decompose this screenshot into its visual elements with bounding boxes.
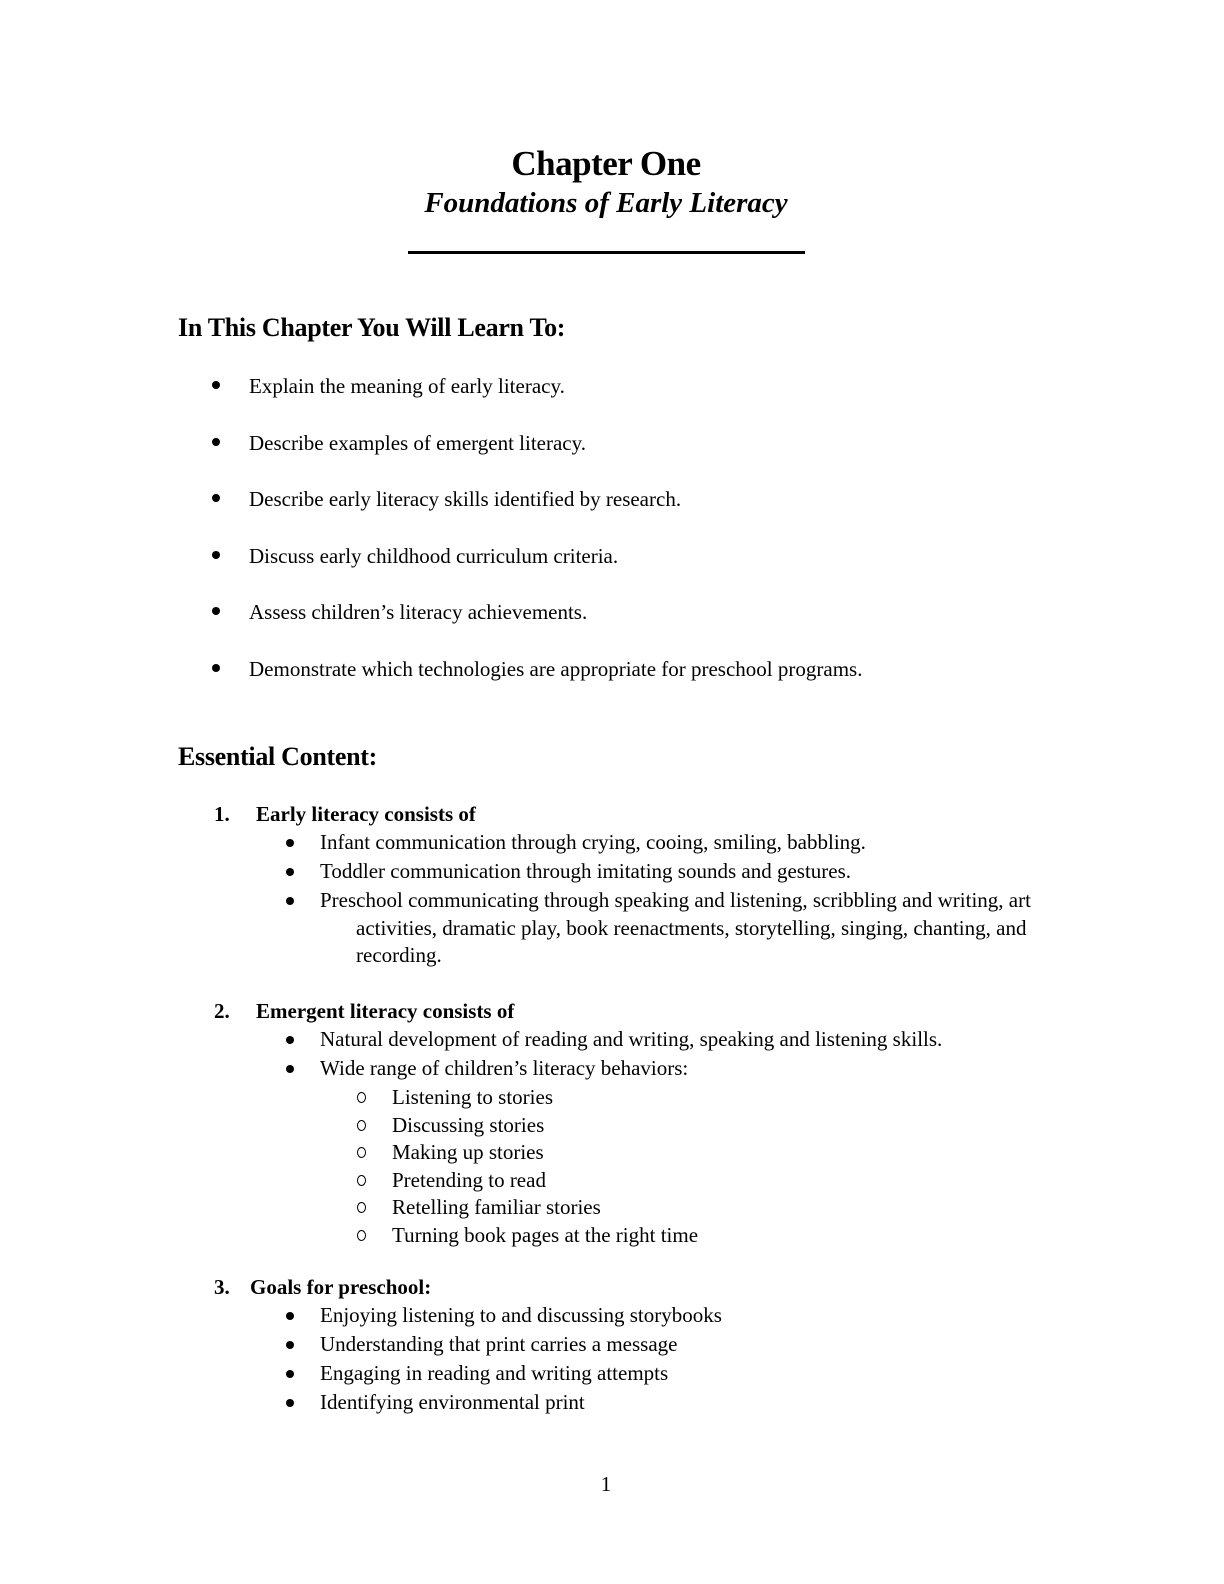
essential-content-heading: Essential Content: [178,742,377,771]
section-heading [0,996,1224,1026]
objective-text: Assess children’s literacy achievements. [249,600,588,624]
hollow-bullet-icon [357,1175,366,1186]
section-number: 2. [214,999,230,1023]
list-item-text: Preschool communicating through speaking and listening, scribbling and writing, art activities, dramatic play, book reenactments, storytelling, singing, chanting, and recording. [320,888,1031,967]
sub-list-item-text: Turning book pages at the right time [392,1222,699,1247]
objective-text: Describe examples of emergent literacy. [249,430,587,455]
hollow-bullet-icon [357,1202,366,1213]
list-item [0,1055,1224,1084]
list-item-text: Infant communication through crying, cooing, smiling, babbling. [320,830,866,854]
bullet-icon [212,381,220,389]
objective-item [0,597,1224,654]
objective-text: Describe early literacy skills identified by research. [249,487,682,511]
list-item-text: Wide range of children’s literacy behaviors: [320,1056,689,1080]
sub-list-item-text: Listening to stories [392,1085,553,1109]
hollow-bullet-icon [357,1092,366,1103]
sub-list-item-text: Retelling familiar stories [392,1195,601,1219]
section-heading [0,1272,1224,1302]
sub-list-item [0,1112,1224,1140]
list-item-text: Identifying environmental print [320,1390,585,1414]
bullet-icon [212,438,220,446]
learning-objectives-heading: In This Chapter You Will Learn To: [178,313,566,342]
bullet-icon [286,897,294,905]
section-title: Early literacy consists of [256,802,476,826]
section-number: 1. [214,802,230,826]
hollow-bullet-icon [357,1120,366,1131]
bullet-icon [286,1341,294,1349]
chapter-subtitle: Foundations of Early Literacy [424,187,788,219]
list-item [0,887,1224,970]
sub-list-item-text: Pretending to read [392,1167,546,1192]
list-item [0,1026,1224,1055]
sub-list-item-text: Making up stories [392,1140,544,1164]
hollow-bullet-icon [357,1230,366,1241]
sub-list-item [0,1139,1224,1167]
objective-item [0,484,1224,541]
sub-list-item-text: Discussing stories [392,1112,545,1137]
section-heading [0,799,1224,829]
sub-list-item [0,1222,1224,1250]
bullet-icon [286,868,294,876]
list-item-text: Engaging in reading and writing attempts [320,1361,669,1385]
learning-objectives-list [0,371,1224,710]
objective-item [0,428,1224,485]
objective-text: Demonstrate which technologies are appropriate for preschool programs. [249,656,863,681]
list-item-text: Understanding that print carries a message [320,1332,678,1356]
bullet-icon [286,839,294,847]
page-number: 1 [600,1472,612,1496]
list-item [0,1331,1224,1360]
title-divider-rule [408,251,805,254]
content-section-3 [0,1272,1224,1418]
list-item [0,1302,1224,1331]
bullet-icon [212,664,220,672]
bullet-icon [212,494,220,502]
section-title: Emergent literacy consists of [256,999,515,1023]
section-number: 3. [214,1275,230,1299]
sub-list-item [0,1084,1224,1112]
objective-item [0,371,1224,428]
objective-item [0,541,1224,598]
bullet-icon [286,1370,294,1378]
objective-item [0,654,1224,711]
content-section-1 [0,799,1224,970]
list-item-text: Toddler communication through imitating sounds and gestures. [320,859,852,883]
list-item-text: Enjoying listening to and discussing storybooks [320,1303,722,1327]
bullet-icon [212,607,220,615]
list-item [0,1360,1224,1389]
objective-text: Explain the meaning of early literacy. [249,374,565,398]
bullet-icon [286,1036,294,1044]
list-item [0,1389,1224,1418]
bullet-icon [286,1065,294,1073]
section-title: Goals for preschool: [250,1275,432,1299]
bullet-icon [212,551,220,559]
bullet-icon [286,1399,294,1407]
hollow-bullet-icon [357,1147,366,1158]
chapter-title: Chapter One [511,144,701,183]
content-section-2 [0,996,1224,1249]
sub-list-item [0,1167,1224,1195]
list-item [0,829,1224,858]
sub-list-item [0,1194,1224,1222]
objective-text: Discuss early childhood curriculum criteria. [249,543,619,568]
list-item [0,858,1224,887]
list-item-text: Natural development of reading and writing, speaking and listening skills. [320,1027,943,1051]
bullet-icon [286,1312,294,1320]
